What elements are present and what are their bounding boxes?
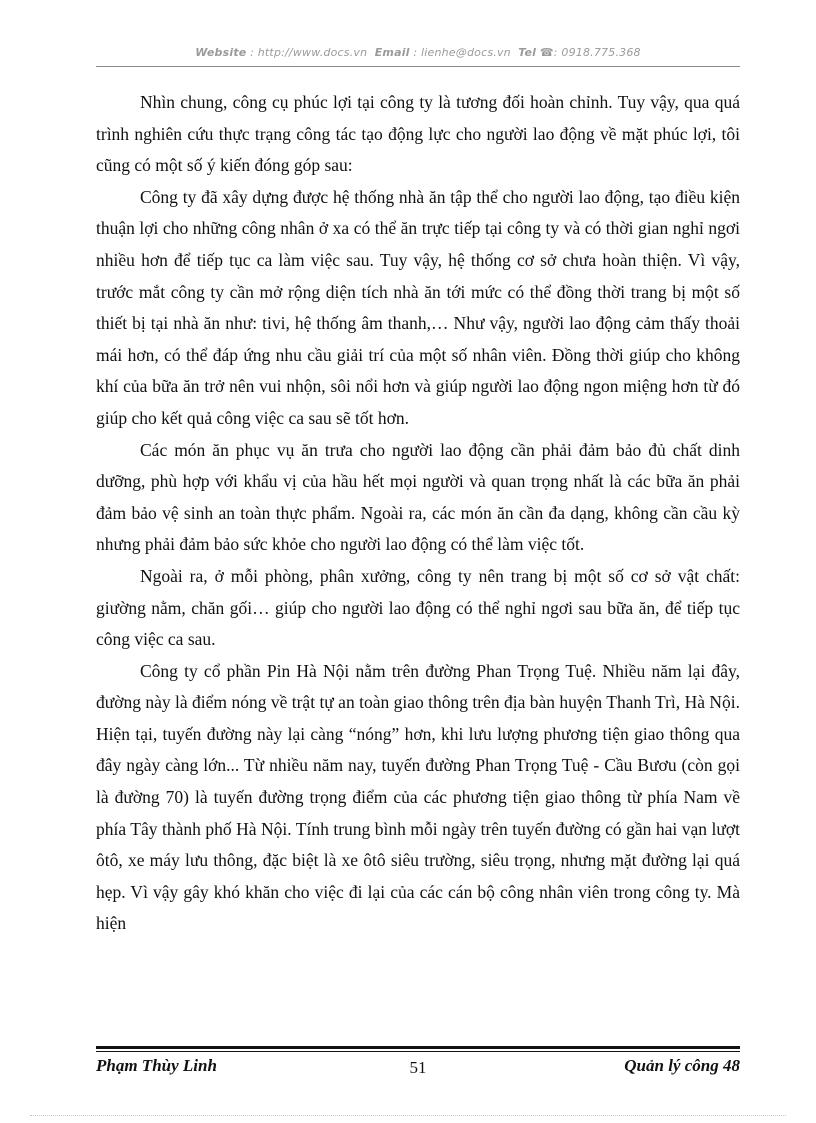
footer-rule-thin — [96, 1051, 740, 1052]
footer-author: Phạm Thùy Linh — [96, 1056, 217, 1075]
footer-rule-thick — [96, 1046, 740, 1049]
header-rule — [96, 66, 740, 67]
website-value: : http://www.docs.vn — [250, 46, 368, 59]
website-label: Website — [195, 46, 247, 59]
paragraph: Các món ăn phục vụ ăn trưa cho người lao động cần phải đảm bảo đủ chất dinh dưỡng, phù hợp với khẩu vị của hầu hết mọi người và quan trọng nhất là các bữa ăn phải đảm bảo vệ sinh an toàn thực phẩm. Ngoài ra, các món ăn cần đa dạng, không cần cầu kỳ nhưng phải đảm bảo sức khỏe cho người lao động có thể làm việc tốt. — [96, 439, 740, 555]
phone-icon: ☎ — [539, 46, 554, 59]
paragraph: Ngoài ra, ở mỗi phòng, phân xưởng, công ty nên trang bị một số cơ sở vật chất: giường nằm, chăn gối… giúp cho người lao động có thể nghỉ ngơi sau bữa ăn, để tiếp tục công việc ca sau. — [96, 565, 740, 650]
body-text — [96, 87, 740, 940]
page-footer — [96, 1056, 740, 1080]
paragraph: Công ty cổ phần Pin Hà Nội nằm trên đường Phan Trọng Tuệ. Nhiều năm lại đây, đường này là điểm nóng về trật tự an toàn giao thông trên địa bàn huyện Thanh Trì, Hà Nội. Hiện tại, tuyến đường này lại càng “nóng” hơn, khi lưu lượng phương tiện giao thông qua đây ngày càng lớn... Từ nhiều năm nay, tuyến đường Phan Trọng Tuệ - Cầu Bươu (còn gọi là đường 70) là tuyến đường trọng điểm của các phương tiện giao thông từ phía Nam về phía Tây thành phố Hà Nội. Tính trung bình mỗi ngày trên tuyến đường có gần hai vạn lượt ôtô, xe máy lưu thông, đặc biệt là xe ôtô siêu trường, siêu trọng, nhưng mặt đường lại quá hẹp. Vì vậy gây khó khăn cho việc đi lại của các cán bộ công nhân viên trong công ty. Mà hiện — [96, 660, 740, 934]
page-bottom-divider — [30, 1115, 786, 1116]
page-header — [96, 46, 740, 59]
page-number: 51 — [409, 1058, 427, 1077]
email-label: Email — [374, 46, 410, 59]
paragraph: Nhìn chung, công cụ phúc lợi tại công ty là tương đối hoàn chỉnh. Tuy vậy, qua quá trình nghiên cứu thực trạng công tác tạo động lực cho người lao động về mặt phúc lợi, tôi cũng có một số ý kiến đóng góp sau: — [96, 92, 740, 176]
tel-label: Tel — [518, 46, 537, 59]
paragraph: Công ty đã xây dựng được hệ thống nhà ăn tập thể cho người lao động, tạo điều kiện thuận lợi cho những công nhân ở xa có thể ăn trực tiếp tại công ty và có thời gian nghỉ ngơi nhiều hơn để tiếp tục ca làm việc sau. Tuy vậy, hệ thống cơ sở chưa hoàn thiện. Vì vậy, trước mắt công ty cần mở rộng diện tích nhà ăn tới mức có thể đồng thời trang bị một số thiết bị tại nhà ăn như: tivi, hệ thống âm thanh,… Như vậy, người lao động cảm thấy thoải mái hơn, có thể đáp ứng nhu cầu giải trí của một số nhân viên. Đồng thời giúp cho không khí của bữa ăn trở nên vui nhộn, sôi nổi hơn và giúp người lao động ngon miệng hơn từ đó giúp cho kết quả công việc ca sau sẽ tốt hơn. — [96, 186, 740, 428]
tel-value: : 0918.775.368 — [553, 46, 641, 59]
email-value: : lienhe@docs.vn — [413, 46, 511, 59]
footer-course: Quản lý công 48 — [624, 1056, 740, 1075]
